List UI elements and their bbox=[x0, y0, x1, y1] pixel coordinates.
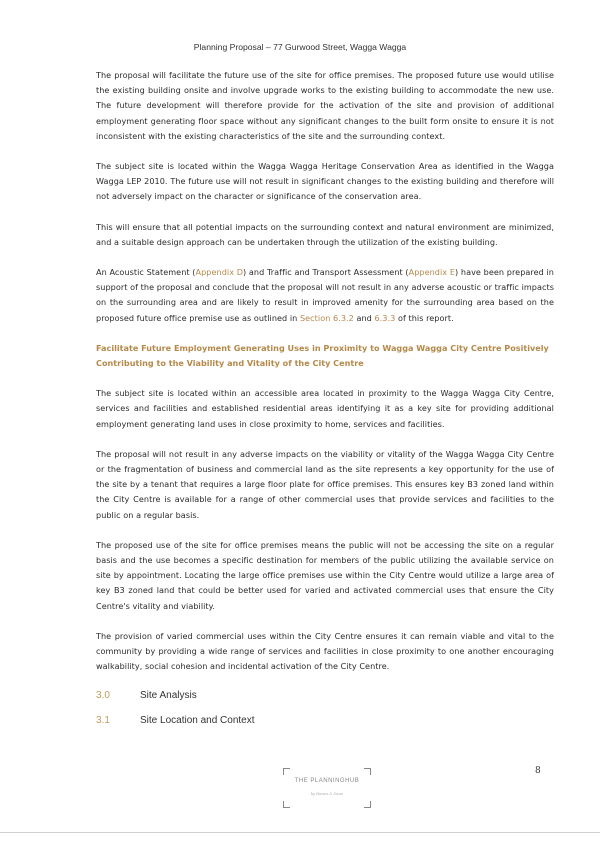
logo-corner bbox=[283, 768, 290, 775]
paragraph: The proposal will not result in any adverse impacts on the viability or vitality of the Wagga Wagga City Centre or the fragmentation of business and commercial land as the site represents a key opportunity for the use of the site by a tenant that requires a large floor plate for office premises. This ensures key B3 zoned land within the City Centre is available for a range of other commercial uses that provide services and facilities to the public on a regular basis. bbox=[96, 448, 554, 520]
paragraph: The provision of varied commercial uses within the City Centre ensures it can remain viable and vital to the community by providing a wide range of services and facilities in close proximity to one another encouraging walkability, social cohesion and incidental activation of the City Centre. bbox=[96, 630, 554, 672]
logo-corner bbox=[283, 801, 290, 808]
text-segment: of this report. bbox=[395, 312, 454, 323]
paragraph: The subject site is located within the Wagga Wagga Heritage Conservation Area as identified in the Wagga Wagga LEP 2010. The future use will not result in significant changes to the existing building and therefore will not adversely impact on the character or significance of the conservation area. bbox=[96, 161, 554, 202]
subheading: Facilitate Future Employment Generating Uses in Proximity to Wagga Wagga City Centre Positively Contributing to the Viability and Vitality of the City Centre bbox=[96, 342, 549, 369]
appendix-d-link[interactable]: Appendix D bbox=[195, 267, 244, 278]
text-segment: An Acoustic Statement ( bbox=[96, 267, 196, 278]
section-heading-3-0 bbox=[96, 690, 554, 701]
paragraph: The subject site is located within an accessible area located in proximity to the Wagga Wagga City Centre, services and facilities and established residential areas identifying it as a key site for providing additional employment generating land uses in close proximity to home, services and facilities. bbox=[96, 388, 554, 429]
section-number: 3.1 bbox=[96, 714, 110, 726]
page-number: 8 bbox=[535, 766, 541, 776]
page-content bbox=[96, 68, 554, 740]
appendix-e-link[interactable]: Appendix E bbox=[408, 267, 455, 278]
paragraph: The proposal will facilitate the future use of the site for office premises. The proposed future use would utilise the existing building onsite and involve upgrade works to the existing building to accommodate the new use. The future development will therefore provide for the activation of the site and provision of additional employment generating floor space without any significant changes to the built form onsite to ensure it is not inconsistent with the existing characteristics of the site and the surrounding context. bbox=[96, 70, 554, 141]
text-segment: ) have been prepared in support of the proposal and conclude that the proposal will not result in any adverse acoustic or traffic impacts on the surrounding area and are likely to result in improved amenity for the surrounding area based on the proposed future office premise use as outlined in bbox=[96, 267, 554, 323]
section-632-link[interactable]: Section 6.3.2 bbox=[299, 312, 354, 323]
logo-corner bbox=[364, 768, 371, 775]
section-number: 3.0 bbox=[96, 689, 110, 701]
section-title: Site Analysis bbox=[140, 689, 197, 701]
page-header: Planning Proposal – 77 Gurwood Street, Wagga Wagga bbox=[193, 42, 407, 52]
text-segment: and bbox=[353, 312, 375, 323]
logo-brand: THE PLANNINGHUB bbox=[294, 778, 360, 784]
logo-corner bbox=[364, 801, 371, 808]
paragraph: The proposed use of the site for office premises means the public will not be accessing the site on a regular basis and the use becomes a specific destination for members of the public utilizing the available service on site by appointment. Locating the large office premises use within the City Centre would utilize a large area of key B3 zoned land that could be better used for varied and activated commercial uses that ensure the City Centre's vitality and viability. bbox=[96, 539, 554, 611]
bottom-divider bbox=[0, 832, 600, 833]
acoustic-paragraph bbox=[96, 265, 554, 326]
logo-tagline: by Hawes & Swan bbox=[310, 792, 344, 796]
text-segment: ) and Traffic and Transport Assessment ( bbox=[243, 267, 409, 278]
paragraph: This will ensure that all potential impacts on the surrounding context and natural environment are minimized, and a suitable design approach can be undertaken through the utilization of the existing building. bbox=[96, 221, 554, 247]
planninghub-logo bbox=[283, 768, 371, 808]
section-633-link[interactable]: 6.3.3 bbox=[374, 312, 396, 323]
section-title: Site Location and Context bbox=[140, 714, 255, 726]
section-heading-3-1 bbox=[96, 715, 554, 726]
